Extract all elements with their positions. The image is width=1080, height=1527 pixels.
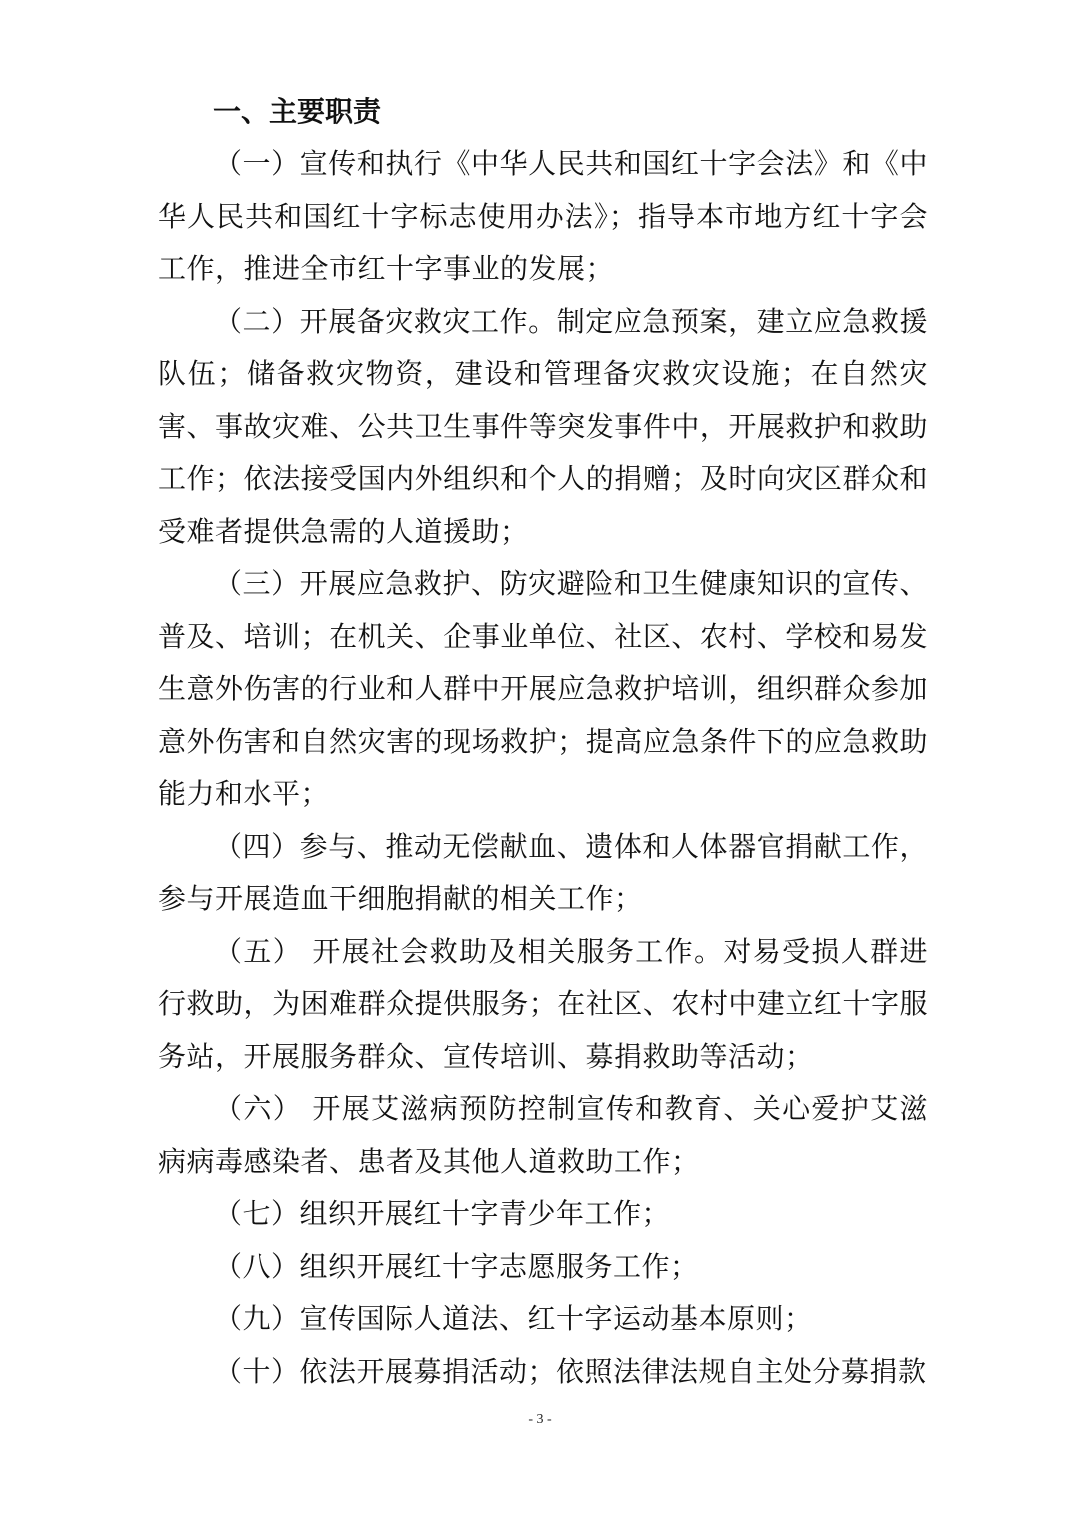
paragraph-6: （六） 开展艾滋病预防控制宣传和教育、关心爱护艾滋病病毒感染者、患者及其他人道救助工作； — [158, 1092, 928, 1178]
document-body — [158, 138, 928, 1398]
section-heading: 一、主要职责 — [213, 95, 382, 128]
paragraph-7: （七）组织开展红十字青少年工作； — [214, 1197, 671, 1230]
paragraph-4: （四）参与、推动无偿献血、遗体和人体器官捐献工作，参与开展造血干细胞捐献的相关工作； — [158, 829, 928, 915]
paragraph-1: （一）宣传和执行《中华人民共和国红十字会法》和《中华人民共和国红十字标志使用办法》；指导本市地方红十字会工作，推进全市红十字事业的发展； — [158, 147, 928, 285]
paragraph-3: （三）开展应急救护、防灾避险和卫生健康知识的宣传、普及、培训；在机关、企事业单位、社区、农村、学校和易发生意外伤害的行业和人群中开展应急救护培训，组织群众参加意外伤害和自然灾害的现场救护；提高应急条件下的应急救助能力和水平； — [158, 567, 928, 810]
paragraph-9: （九）宣传国际人道法、红十字运动基本原则； — [214, 1302, 813, 1335]
paragraph-8: （八）组织开展红十字志愿服务工作； — [214, 1249, 699, 1283]
paragraph-5: （五） 开展社会救助及相关服务工作。对易受损人群进行救助，为困难群众提供服务；在社区、农村中建立红十字服务站，开展服务群众、宣传培训、募捐救助等活动； — [158, 934, 928, 1073]
paragraph-10: （十）依法开展募捐活动；依照法律法规自主处分募捐款 — [214, 1354, 927, 1388]
paragraph-2: （二）开展备灾救灾工作。制定应急预案，建立应急救援队伍；储备救灾物资，建设和管理备灾救灾设施；在自然灾害、事故灾难、公共卫生事件等突发事件中，开展救护和救助工作；依法接受国内外组织和个人的捐赠；及时向灾区群众和受难者提供急需的人道援助； — [158, 304, 928, 548]
page-number: - 3 - — [528, 1412, 552, 1427]
